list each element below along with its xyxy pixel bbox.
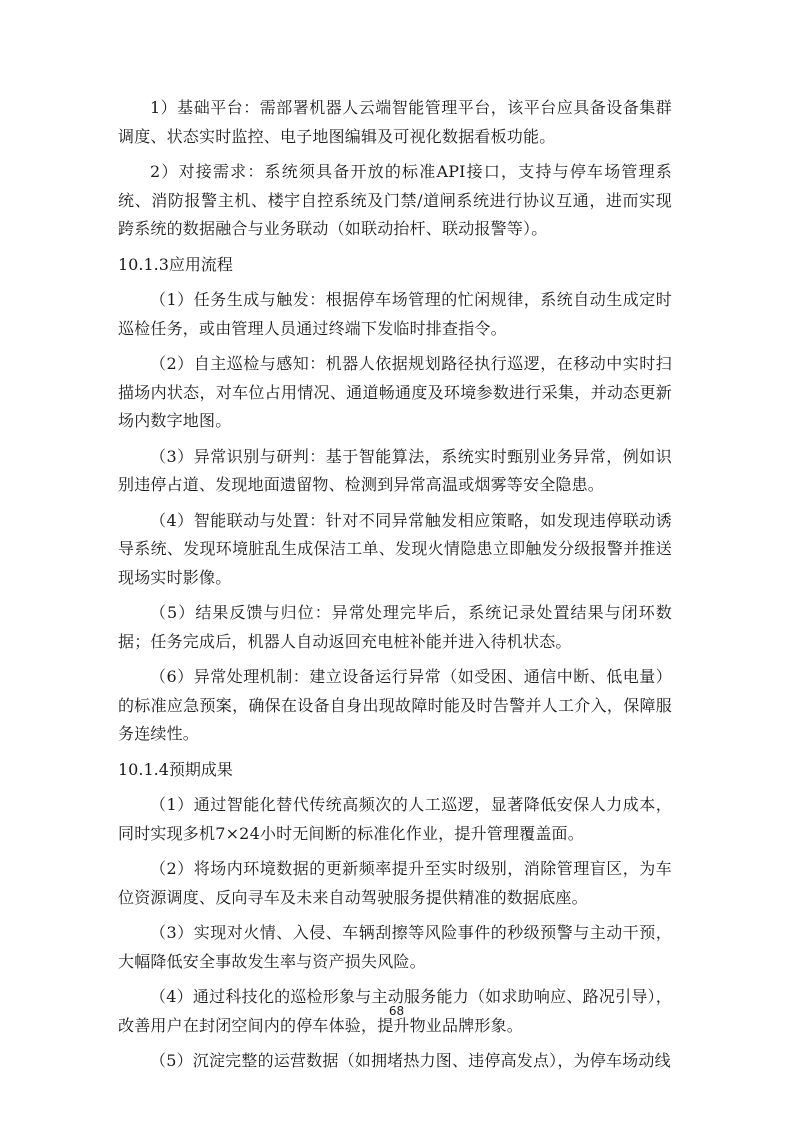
paragraph-flow-6: （6）异常处理机制：建立设备运行异常（如受困、通信中断、低电量）的标准应急预案，确保在设备自身出现故障时能及时告警并人工介入，保障服务连续性。: [118, 667, 672, 743]
page-number: 68: [388, 1004, 405, 1018]
paragraph-result-3: （3）实现对火情、入侵、车辆刮擦等风险事件的秒级预警与主动干预，大幅降低安全事故发生率与资产损失风险。: [118, 923, 672, 971]
paragraph-flow-5: （5）结果反馈与归位：异常处理完毕后，系统记录处置结果与闭环数据；任务完成后，机器人自动返回充电桩补能并进入待机状态。: [118, 603, 672, 651]
paragraph-result-4: （4）通过科技化的巡检形象与主动服务能力（如求助响应、路况引导），改善用户在封闭空间内的停车体验，提升物业品牌形象。: [118, 987, 672, 1035]
paragraph-flow-1: （1）任务生成与触发：根据停车场管理的忙闲规律，系统自动生成定时巡检任务，或由管理人员通过终端下发临时排查指令。: [118, 290, 672, 338]
paragraph-flow-2: （2）自主巡检与感知：机器人依据规划路径执行巡逻，在移动中实时扫描场内状态，对车位占用情况、通道畅通度及环境参数进行采集，并动态更新场内数字地图。: [118, 354, 672, 430]
paragraph-flow-3: （3）异常识别与研判：基于智能算法，系统实时甄别业务异常，例如识别违停占道、发现地面遗留物、检测到异常高温或烟雾等安全隐患。: [118, 446, 672, 494]
section-heading-expected-results: 10.1.4预期成果: [118, 759, 233, 779]
paragraph-platform: 1）基础平台：需部署机器人云端智能管理平台，该平台应具备设备集群调度、状态实时监控、电子地图编辑及可视化数据看板功能。: [118, 98, 672, 146]
section-heading-application-flow: 10.1.3应用流程: [118, 254, 233, 274]
paragraph-integration: 2）对接需求：系统须具备开放的标准API接口，支持与停车场管理系统、消防报警主机、楼宇自控系统及门禁/道闸系统进行协议互通，进而实现跨系统的数据融合与业务联动（如联动抬杆、联动报警等）。: [118, 162, 672, 238]
paragraph-result-5: （5）沉淀完整的运营数据（如拥堵热力图、违停高发点），为停车场动线: [150, 1051, 671, 1070]
document-body: [118, 94, 672, 1083]
paragraph-result-1: （1）通过智能化替代传统高频次的人工巡逻，显著降低安保人力成本，同时实现多机7×24小时无间断的标准化作业，提升管理覆盖面。: [118, 795, 672, 843]
paragraph-flow-4: （4）智能联动与处置：针对不同异常触发相应策略，如发现违停联动诱导系统、发现环境脏乱生成保洁工单、发现火情隐患立即触发分级报警并推送现场实时影像。: [118, 510, 672, 587]
paragraph-result-2: （2）将场内环境数据的更新频率提升至实时级别，消除管理盲区，为车位资源调度、反向寻车及未来自动驾驶服务提供精准的数据底座。: [118, 859, 672, 907]
